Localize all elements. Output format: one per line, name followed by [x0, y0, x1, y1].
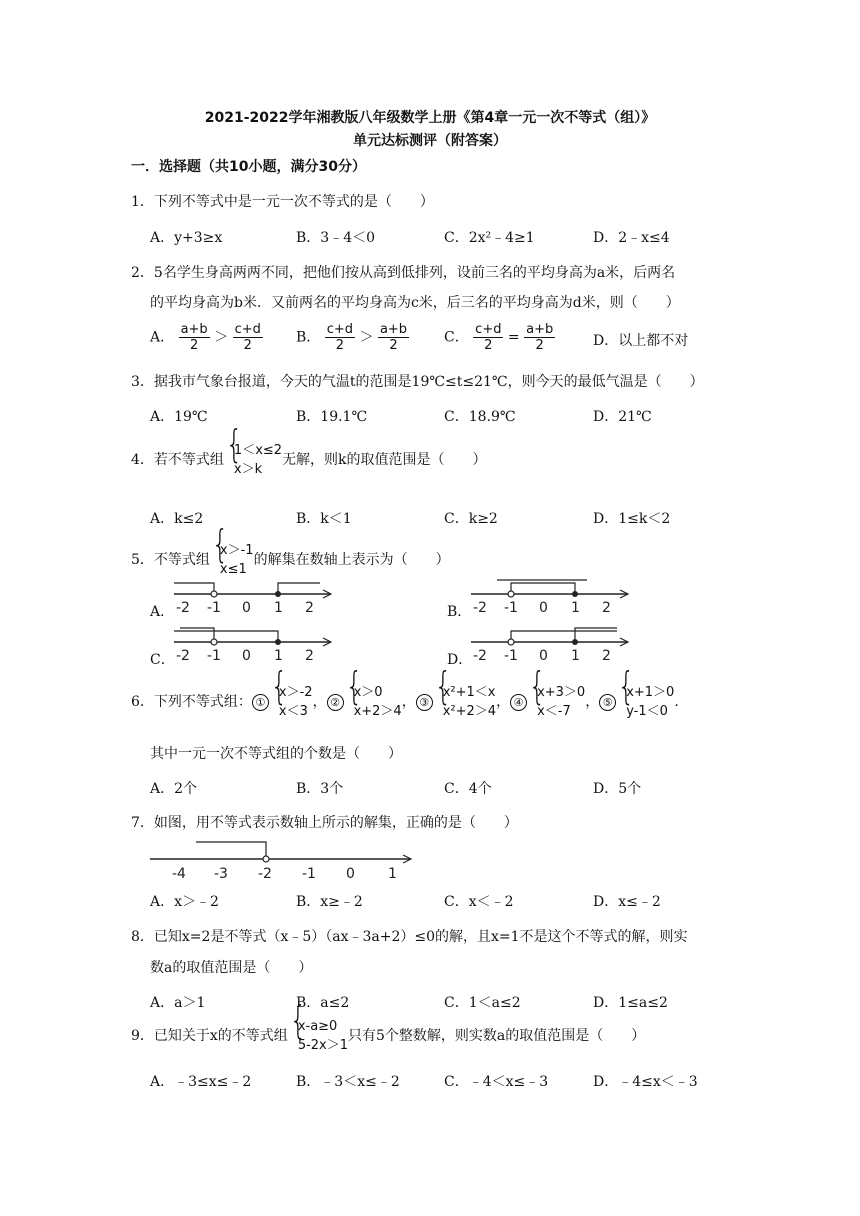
question-9-stem: 9．已知关于x的不等式组{ x-a≥0 5-2x＞1只有5个整数解，则实数a的取值范围是（ ） [131, 1017, 645, 1055]
question-8-stem-line2: 数a的取值范围是（ ） [150, 960, 313, 976]
q5-option-d-label: D． [447, 652, 473, 668]
inequality-system: { x＞0 x+2＞4 [344, 683, 402, 721]
q4-option-b: B．k＜1 [296, 511, 352, 527]
tick-label: 2 [305, 600, 314, 616]
tick-label: 1 [274, 648, 283, 664]
question-3-stem: 3．据我市气象台报道，今天的气温t的范围是19℃≤t≤21℃，则今天的最低气温是（ ） [131, 374, 704, 390]
tick-label: 1 [571, 600, 580, 616]
tick-label: 0 [346, 866, 355, 882]
q2-option-c: C． $\frac{c+d}{2}$ = $\frac{a+b}{2}$ [444, 322, 554, 353]
q9-option-a: A．﹣3≤x≤﹣2 [150, 1074, 252, 1090]
tick-label: 1 [274, 600, 283, 616]
q1-option-c: C．2x²﹣4≥1 [444, 230, 535, 246]
q1-option-b: B．3﹣4＜0 [296, 230, 376, 246]
q6-option-a: A．2个 [150, 781, 198, 797]
tick-label: 0 [539, 600, 548, 616]
tick-label: 1 [571, 648, 580, 664]
circled-number: ④ [510, 694, 527, 711]
tick-label: -1 [207, 648, 221, 664]
q6-option-d: D．5个 [593, 781, 642, 797]
question-2-stem-line1: 2．5名学生身高两两不同，把他们按从高到低排列，设前三名的平均身高为a米，后两名 [131, 265, 676, 281]
circled-number: ② [327, 694, 344, 711]
question-7-stem: 7．如图，用不等式表示数轴上所示的解集，正确的是（ ） [131, 815, 518, 831]
q5-number-line-d [467, 626, 637, 666]
q7-option-d: D．x≤﹣2 [593, 894, 661, 910]
q3-option-b: B．19.1℃ [296, 409, 368, 425]
tick-label: -4 [172, 866, 186, 882]
tick-label: 2 [602, 648, 611, 664]
tick-label: -2 [258, 866, 272, 882]
fraction: $\frac{c+d}{2}$ [234, 322, 261, 353]
q1-option-a: A．y+3≥x [150, 230, 223, 246]
circled-number: ① [252, 694, 269, 711]
page-title: 2021-2022学年湘教版八年级数学上册《第4章一元一次不等式（组）》 [204, 110, 656, 126]
q6-option-b: B．3个 [296, 781, 344, 797]
q7-number-line [148, 838, 418, 882]
section-heading: 一．选择题（共10小题，满分30分） [131, 159, 366, 175]
fraction: $\frac{a+b}{2}$ [526, 322, 554, 353]
inequality-system: { x＞-2 x＜3 [269, 683, 313, 721]
inequality-system: { x+1＞0 y-1＜0 [616, 683, 674, 721]
q5-number-line-a [170, 578, 340, 618]
q8-option-c: C．1＜a≤2 [444, 995, 521, 1011]
tick-label: -1 [504, 600, 518, 616]
inequality-system: { x-a≥0 5-2x＞1 [288, 1017, 348, 1055]
question-8-stem-line1: 8．已知x=2是不等式（x﹣5）（ax﹣3a+2）≤0的解，且x=1不是这个不等式的解，则实 [131, 929, 688, 945]
q5-option-a-label: A． [150, 604, 175, 620]
q9-option-c: C．﹣4＜x≤﹣3 [444, 1074, 549, 1090]
q4-option-d: D．1≤k＜2 [593, 511, 671, 527]
q9-option-d: D．﹣4≤x＜﹣3 [593, 1074, 698, 1090]
question-2-stem-line2: 的平均身高为b米．又前两名的平均身高为c米，后三名的平均身高为d米，则（ ） [150, 295, 680, 311]
q6-option-c: C．4个 [444, 781, 492, 797]
tick-label: -2 [473, 600, 487, 616]
tick-label: 0 [242, 648, 251, 664]
q4-option-c: C．k≥2 [444, 511, 498, 527]
q8-option-d: D．1≤a≤2 [593, 995, 668, 1011]
tick-label: 2 [602, 600, 611, 616]
q5-number-line-c [170, 626, 340, 666]
page-subtitle: 单元达标测评（附答案） [353, 133, 507, 149]
circled-number: ③ [416, 694, 433, 711]
q8-option-b: B．a≤2 [296, 995, 350, 1011]
question-4-stem: 4．若不等式组{ 1＜x≤2 x＞k无解，则k的取值范围是（ ） [131, 441, 487, 479]
circled-number: ⑤ [599, 694, 616, 711]
question-6-stem: 6．下列不等式组： ①{ x＞-2 x＜3， ②{ x＞0 x+2＞4， ③{ x²+1＜x x²+2＞4， ④{ x+3＞0 x＜-7， ⑤{ x+1＞0 y-1＜0. [131, 683, 679, 721]
fraction: $\frac{a+b}{2}$ [180, 322, 208, 353]
q5-option-b-label: B． [447, 604, 472, 620]
inequality-system: { x²+1＜x x²+2＞4 [433, 683, 496, 721]
q2-option-b: B． $\frac{c+d}{2}$ ＞ $\frac{a+b}{2}$ [296, 322, 408, 353]
tick-label: 0 [539, 648, 548, 664]
q7-option-c: C．x＜﹣2 [444, 894, 514, 910]
q7-option-a: A．x＞﹣2 [150, 894, 219, 910]
fraction: $\frac{c+d}{2}$ [475, 322, 502, 353]
q3-option-d: D．21℃ [593, 409, 652, 425]
inequality-system: { x＞-1 x≤1 [210, 541, 254, 579]
question-5-stem: 5．不等式组{ x＞-1 x≤1的解集在数轴上表示为（ ） [131, 541, 450, 579]
tick-label: 1 [388, 866, 397, 882]
tick-label: -3 [214, 866, 228, 882]
q2-option-a: A． $\frac{a+b}{2}$ ＞ $\frac{c+d}{2}$ [150, 322, 261, 353]
tick-label: -1 [302, 866, 316, 882]
q3-option-c: C．18.9℃ [444, 409, 516, 425]
q9-option-b: B．﹣3＜x≤﹣2 [296, 1074, 400, 1090]
fraction: $\frac{a+b}{2}$ [379, 322, 408, 353]
q2-option-d: D．以上都不对 [593, 333, 689, 349]
tick-label: -1 [207, 600, 221, 616]
tick-label: 0 [242, 600, 251, 616]
q5-number-line-b [467, 578, 637, 618]
q5-option-c-label: C． [150, 652, 175, 668]
tick-label: 2 [305, 648, 314, 664]
q8-option-a: A．a＞1 [150, 995, 206, 1011]
inequality-system: { 1＜x≤2 x＞k [224, 441, 282, 479]
inequality-system: { x+3＞0 x＜-7 [527, 683, 585, 721]
question-6-stem-line2: 其中一元一次不等式组的个数是（ ） [150, 746, 402, 762]
tick-label: -2 [176, 600, 190, 616]
q4-option-a: A．k≤2 [150, 511, 204, 527]
tick-label: -2 [473, 648, 487, 664]
q7-option-b: B．x≥﹣2 [296, 894, 363, 910]
fraction: $\frac{c+d}{2}$ [326, 322, 354, 353]
q3-option-a: A．19℃ [150, 409, 208, 425]
q1-option-d: D．2﹣x≤4 [593, 230, 670, 246]
tick-label: -2 [176, 648, 190, 664]
tick-label: -1 [504, 648, 518, 664]
question-1-stem: 1．下列不等式中是一元一次不等式的是（ ） [131, 194, 434, 210]
